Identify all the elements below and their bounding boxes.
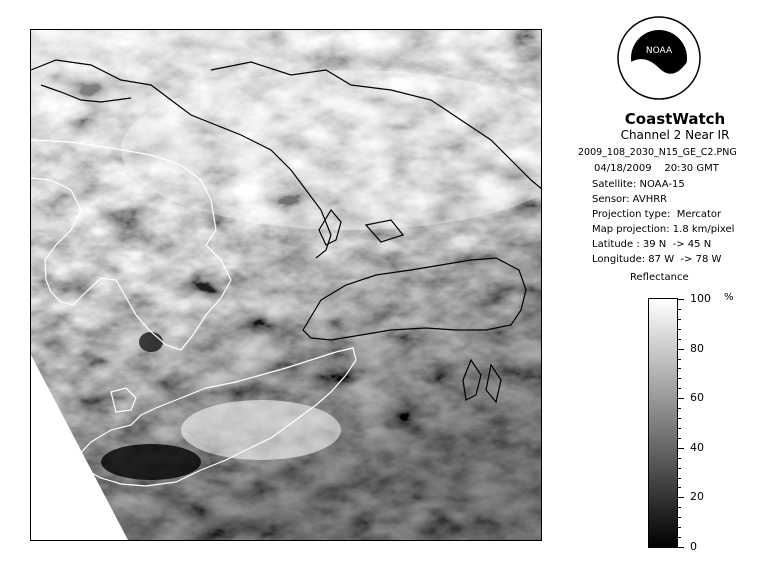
colorbar-tick-label: 80 (690, 341, 704, 355)
projection-type: Projection type: Mercator (592, 209, 722, 220)
channel-subtitle: Channel 2 Near IR (620, 128, 730, 142)
colorbar-tick (678, 299, 684, 300)
satellite-name: Satellite: NOAA-15 (592, 179, 685, 190)
colorbar-tick-label: 100 (690, 292, 711, 305)
colorbar-minor-tick (678, 517, 681, 518)
colorbar-minor-tick (678, 329, 681, 330)
colorbar-tick (678, 398, 684, 399)
satellite-map (30, 29, 542, 541)
colorbar-minor-tick (678, 507, 681, 508)
colorbar-minor-tick (678, 478, 681, 479)
sensor-name: Sensor: AVHRR (592, 194, 668, 205)
colorbar-tick (678, 547, 684, 548)
logo-agency-text: NOAA (645, 46, 673, 56)
reflectance-colorbar (648, 298, 678, 548)
colorbar-minor-tick (678, 339, 681, 340)
colorbar-minor-tick (678, 527, 681, 528)
app-title: CoastWatch (624, 110, 726, 128)
colorbar-minor-tick (678, 388, 681, 389)
colorbar-tick (678, 349, 684, 350)
colorbar-minor-tick (678, 418, 681, 419)
colorbar-minor-tick (678, 438, 681, 439)
colorbar-tick (678, 448, 684, 449)
image-filename: 2009_108_2030_N15_GE_C2.PNG (578, 147, 737, 158)
colorbar-minor-tick (678, 359, 681, 360)
satellite-image (31, 30, 542, 541)
colorbar-tick-label: 60 (690, 391, 704, 405)
colorbar-minor-tick (678, 309, 681, 310)
colorbar-minor-tick (678, 537, 681, 538)
colorbar-tick (678, 497, 684, 498)
map-projection: Map projection: 1.8 km/pixel (592, 224, 735, 235)
colorbar-tick-label: 0 (690, 540, 697, 553)
colorbar-tick-label: 40 (690, 440, 704, 454)
colorbar-minor-tick (678, 378, 681, 379)
colorbar-minor-tick (678, 468, 681, 469)
colorbar-minor-tick (678, 368, 681, 369)
legend-unit: % (724, 292, 734, 303)
colorbar-minor-tick (678, 408, 681, 409)
legend-title: Reflectance (630, 272, 689, 283)
longitude-range: Longitude: 87 W -> 78 W (592, 254, 722, 265)
colorbar-minor-tick (678, 487, 681, 488)
colorbar-minor-tick (678, 428, 681, 429)
colorbar-tick-label: 20 (690, 490, 704, 504)
noaa-logo (617, 16, 701, 100)
image-datetime: 04/18/2009 20:30 GMT (594, 163, 719, 174)
colorbar-minor-tick (678, 319, 681, 320)
colorbar-minor-tick (678, 458, 681, 459)
latitude-range: Latitude : 39 N -> 45 N (592, 239, 712, 250)
